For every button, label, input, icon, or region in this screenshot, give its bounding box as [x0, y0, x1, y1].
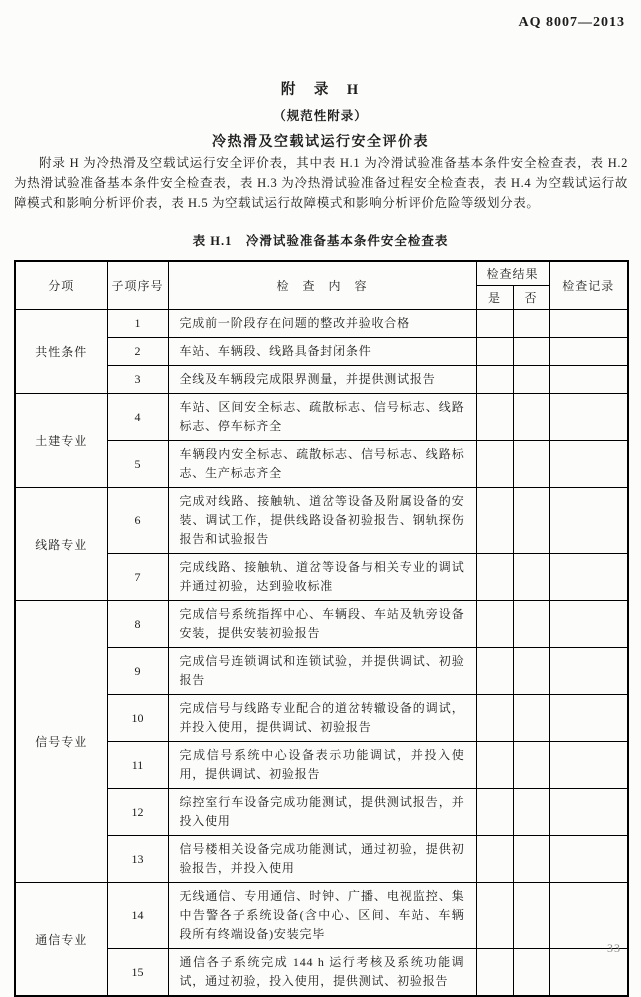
row-number-cell: 10	[107, 695, 168, 742]
record-cell	[549, 601, 628, 648]
result-yes-cell	[476, 949, 513, 997]
col-header-record: 检查记录	[549, 261, 628, 310]
result-no-cell	[513, 554, 549, 601]
table-row	[15, 949, 628, 997]
result-no-cell	[513, 695, 549, 742]
record-cell	[549, 441, 628, 488]
result-yes-cell	[476, 310, 513, 338]
record-cell	[549, 883, 628, 949]
result-yes-cell	[476, 789, 513, 836]
result-no-cell	[513, 366, 549, 394]
col-header-no: 否	[513, 286, 549, 310]
content-cell: 通信各子系统完成 144 h 运行考核及系统功能调试，通过初验，投入使用，提供测试、初验报告	[168, 949, 476, 997]
table-row	[15, 883, 628, 949]
appendix-title-block	[0, 78, 641, 151]
category-cell: 土建专业	[15, 394, 107, 488]
content-cell: 车站、区间安全标志、疏散标志、信号标志、线路标志、停车标齐全	[168, 394, 476, 441]
content-cell: 综控室行车设备完成功能测试，提供测试报告，并投入使用	[168, 789, 476, 836]
row-number-cell: 9	[107, 648, 168, 695]
content-cell: 车辆段内安全标志、疏散标志、信号标志、线路标志、生产标志齐全	[168, 441, 476, 488]
appendix-heading: 冷热滑及空载试运行安全评价表	[212, 135, 429, 150]
row-number-cell: 5	[107, 441, 168, 488]
result-no-cell	[513, 648, 549, 695]
record-cell	[549, 742, 628, 789]
row-number-cell: 8	[107, 601, 168, 648]
content-cell: 无线通信、专用通信、时钟、广播、电视监控、集中告警各子系统设备(含中心、区间、车站、车辆段所有终端设备)安装完毕	[168, 883, 476, 949]
col-header-content: 检 查 内 容	[168, 261, 476, 310]
result-no-cell	[513, 742, 549, 789]
result-yes-cell	[476, 441, 513, 488]
category-cell: 共性条件	[15, 310, 107, 394]
table-header	[15, 261, 628, 310]
row-number-cell: 3	[107, 366, 168, 394]
content-cell: 完成前一阶段存在问题的整改并验收合格	[168, 310, 476, 338]
table-row	[15, 441, 628, 488]
result-no-cell	[513, 883, 549, 949]
category-cell: 通信专业	[15, 883, 107, 997]
content-cell: 完成线路、接触轨、道岔等设备与相关专业的调试并通过初验，达到验收标准	[168, 554, 476, 601]
result-no-cell	[513, 789, 549, 836]
table-row	[15, 366, 628, 394]
col-header-sub-index: 子项序号	[107, 261, 168, 310]
result-no-cell	[513, 441, 549, 488]
col-header-yes: 是	[476, 286, 513, 310]
col-header-category: 分项	[15, 261, 107, 310]
row-number-cell: 12	[107, 789, 168, 836]
result-no-cell	[513, 394, 549, 441]
result-no-cell	[513, 310, 549, 338]
category-cell: 信号专业	[15, 601, 107, 883]
result-no-cell	[513, 949, 549, 997]
row-number-cell: 2	[107, 338, 168, 366]
table-row	[15, 338, 628, 366]
row-number-cell: 13	[107, 836, 168, 883]
table-row	[15, 488, 628, 554]
content-cell: 完成信号系统指挥中心、车辆段、车站及轨旁设备安装，提供安装初验报告	[168, 601, 476, 648]
result-yes-cell	[476, 554, 513, 601]
col-header-result: 检查结果	[476, 261, 549, 286]
record-cell	[549, 789, 628, 836]
doc-number: AQ 8007—2013	[518, 15, 625, 30]
result-yes-cell	[476, 488, 513, 554]
row-number-cell: 15	[107, 949, 168, 997]
result-yes-cell	[476, 366, 513, 394]
page-number: 33	[607, 941, 621, 955]
record-cell	[549, 310, 628, 338]
row-number-cell: 4	[107, 394, 168, 441]
row-number-cell: 7	[107, 554, 168, 601]
row-number-cell: 1	[107, 310, 168, 338]
intro-paragraph: 附录 H 为冷热滑及空载试运行安全评价表，其中表 H.1 为冷滑试验准备基本条件安全检查表，表 H.2 为热滑试验准备基本条件安全检查表，表 H.3 为冷热滑试验准备过程安全检查表，表 H.4 为空载试运行故障模式和影响分析评价表，表 H.5 为空载试运行故障模式和影响分析评价危险等级划分表。	[14, 156, 628, 210]
result-no-cell	[513, 488, 549, 554]
table-row	[15, 742, 628, 789]
appendix-subtitle: （规范性附录）	[273, 109, 368, 123]
table-body	[15, 310, 628, 997]
result-yes-cell	[476, 742, 513, 789]
result-no-cell	[513, 338, 549, 366]
table-row	[15, 310, 628, 338]
category-cell: 线路专业	[15, 488, 107, 601]
result-yes-cell	[476, 338, 513, 366]
row-number-cell: 14	[107, 883, 168, 949]
content-cell: 全线及车辆段完成限界测量，并提供测试报告	[168, 366, 476, 394]
record-cell	[549, 366, 628, 394]
content-cell: 信号楼相关设备完成功能测试，通过初验，提供初验报告，并投入使用	[168, 836, 476, 883]
content-cell: 完成对线路、接触轨、道岔等设备及附属设备的安装、调试工作，提供线路设备初验报告、钢轨探伤报告和试验报告	[168, 488, 476, 554]
table-row	[15, 836, 628, 883]
content-cell: 完成信号连锁调试和连锁试验，并提供调试、初验报告	[168, 648, 476, 695]
record-cell	[549, 338, 628, 366]
row-number-cell: 6	[107, 488, 168, 554]
record-cell	[549, 554, 628, 601]
table-row	[15, 648, 628, 695]
table-row	[15, 394, 628, 441]
result-yes-cell	[476, 836, 513, 883]
content-cell: 完成信号与线路专业配合的道岔转辙设备的调试，并投入使用，提供调试、初验报告	[168, 695, 476, 742]
table-row	[15, 695, 628, 742]
result-no-cell	[513, 836, 549, 883]
record-cell	[549, 488, 628, 554]
result-yes-cell	[476, 394, 513, 441]
table-caption: 表 H.1 冷滑试验准备基本条件安全检查表	[192, 234, 449, 248]
header-row-1	[15, 261, 628, 286]
content-cell: 车站、车辆段、线路具备封闭条件	[168, 338, 476, 366]
record-cell	[549, 394, 628, 441]
result-no-cell	[513, 601, 549, 648]
content-cell: 完成信号系统中心设备表示功能调试，并投入使用，提供调试、初验报告	[168, 742, 476, 789]
result-yes-cell	[476, 648, 513, 695]
record-cell	[549, 836, 628, 883]
record-cell	[549, 695, 628, 742]
result-yes-cell	[476, 883, 513, 949]
row-number-cell: 11	[107, 742, 168, 789]
appendix-title: 附 录 H	[280, 82, 361, 98]
record-cell	[549, 648, 628, 695]
table-row	[15, 789, 628, 836]
safety-check-table	[14, 260, 629, 997]
result-yes-cell	[476, 601, 513, 648]
result-yes-cell	[476, 695, 513, 742]
table-row	[15, 554, 628, 601]
table-row	[15, 601, 628, 648]
